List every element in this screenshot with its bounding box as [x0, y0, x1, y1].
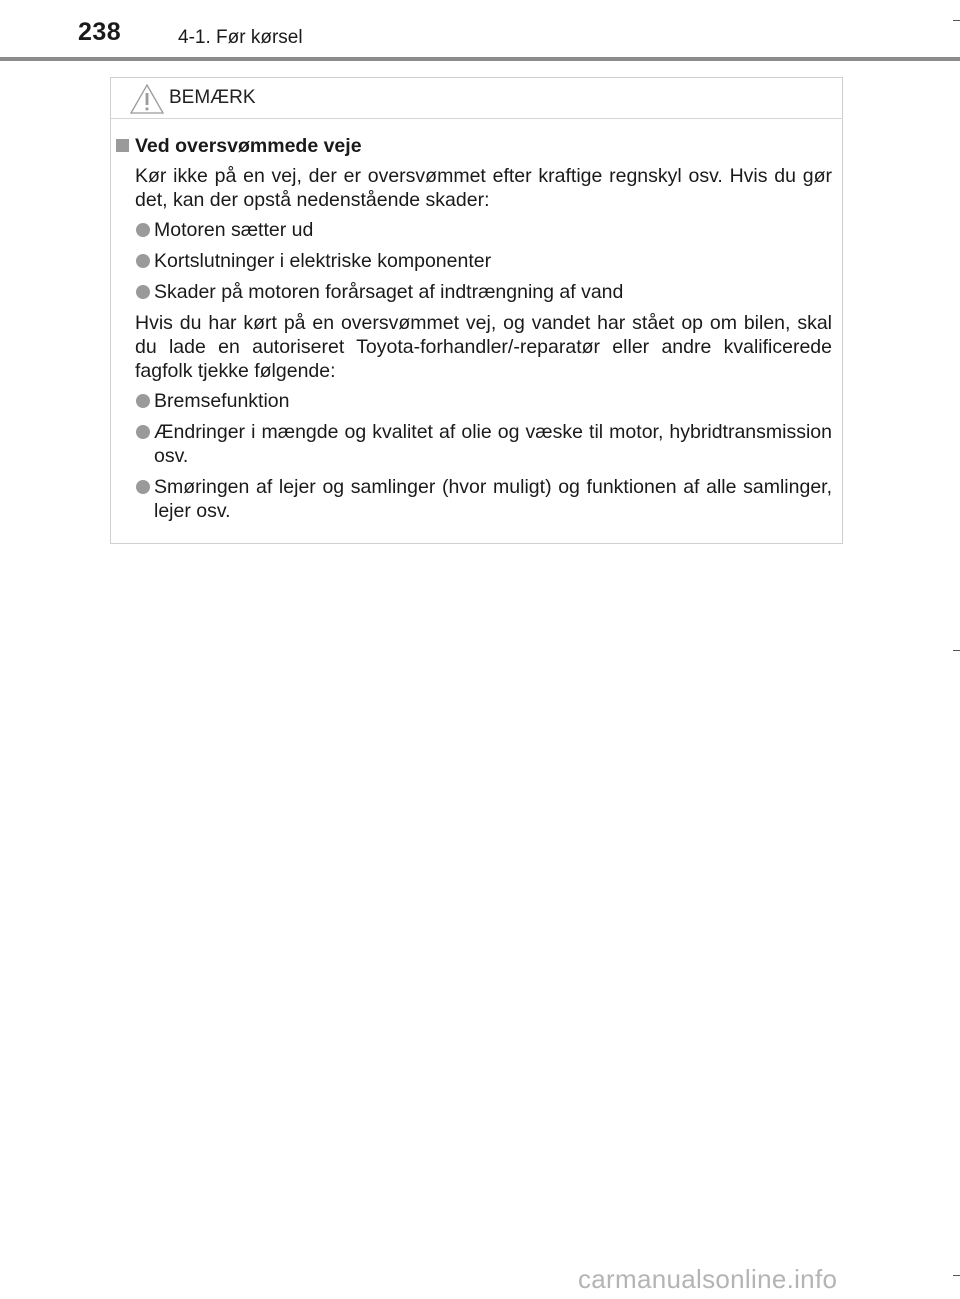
subheading	[111, 134, 844, 158]
list-item	[111, 280, 844, 304]
crop-mark	[953, 1275, 960, 1276]
round-bullet-icon	[136, 223, 150, 237]
warning-triangle-icon	[129, 83, 165, 115]
list-item	[111, 420, 844, 468]
round-bullet-icon	[136, 425, 150, 439]
crop-mark	[953, 650, 960, 651]
round-bullet-icon	[136, 254, 150, 268]
list-item-text: Skader på motoren forårsaget af indtrængning af vand	[154, 281, 624, 303]
round-bullet-icon	[136, 285, 150, 299]
watermark: carmanualsonline.info	[578, 1264, 838, 1294]
page-number: 238	[78, 18, 122, 46]
list-item-text: Smøringen af lejer og samlinger (hvor muligt) og funktionen af alle samlinger, lejer osv.	[154, 476, 832, 522]
notice-content	[111, 134, 844, 530]
square-bullet-icon	[116, 139, 129, 152]
list-item	[111, 475, 844, 523]
subheading-text: Ved oversvømmede veje	[135, 135, 362, 157]
list-item-text: Kortslutninger i elektriske komponenter	[154, 250, 492, 272]
intro-paragraph: Kør ikke på en vej, der er oversvømmet efter kraftige regnskyl osv. Hvis du gør det, kan der opstå nedenstående skader:	[135, 165, 832, 211]
list-item-text: Ændringer i mængde og kvalitet af olie og væske til motor, hybridtransmission osv.	[154, 421, 832, 467]
crop-mark	[953, 20, 960, 21]
list-item-text: Bremsefunktion	[154, 390, 290, 412]
section-title: 4-1. Før kørsel	[178, 27, 303, 48]
notice-title: BEMÆRK	[169, 87, 256, 108]
list-item	[111, 389, 844, 413]
followup-paragraph: Hvis du har kørt på en oversvømmet vej, og vandet har stået op om bilen, skal du lade en autoriseret Toyota-forhandler/-reparatør eller andre kvalificerede fagfolk tjekke følgende:	[135, 312, 832, 382]
page-header	[0, 0, 960, 62]
notice-header	[111, 78, 842, 119]
notice-box	[110, 77, 843, 544]
round-bullet-icon	[136, 394, 150, 408]
list-item	[111, 249, 844, 273]
round-bullet-icon	[136, 480, 150, 494]
list-item-text: Motoren sætter ud	[154, 219, 314, 241]
header-rule	[0, 57, 960, 61]
list-item	[111, 218, 844, 242]
